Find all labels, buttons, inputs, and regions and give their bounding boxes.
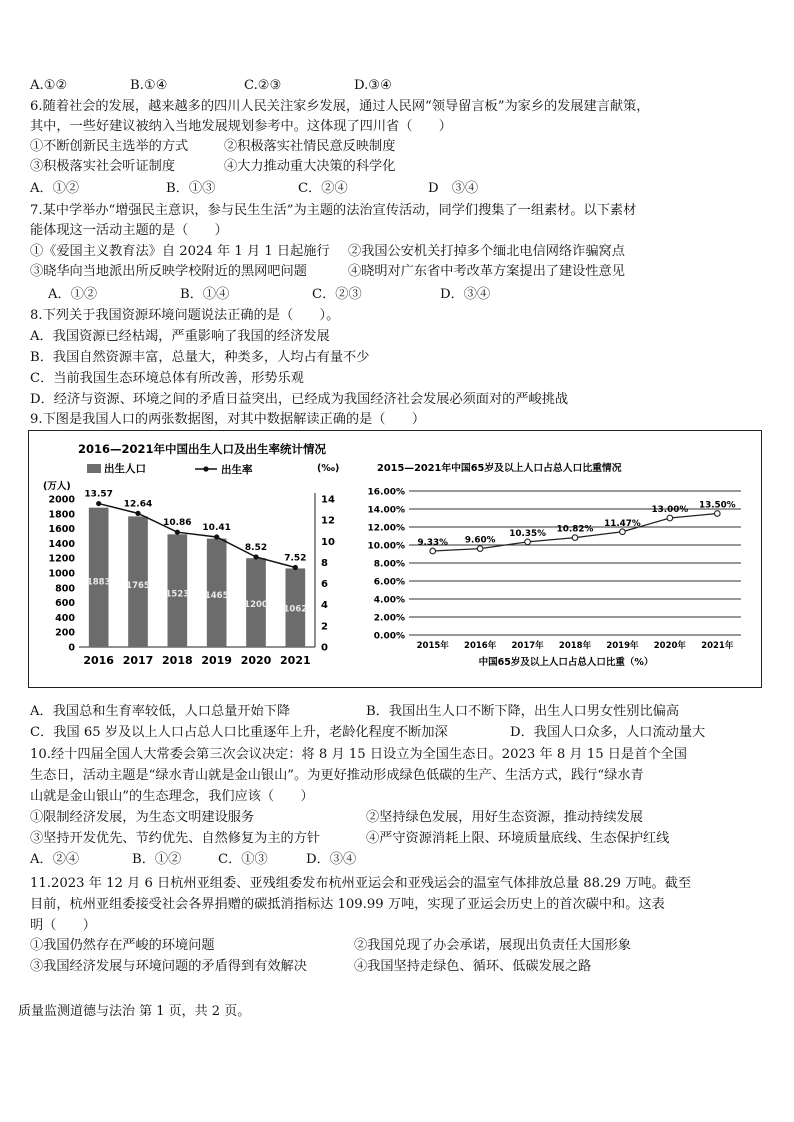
birth-chart-year-label: 2017 <box>122 654 154 667</box>
birth-bar-value: 1765 <box>126 581 150 592</box>
q6-stem-line1: 6.随着社会的发展，越来越多的四川人民关注家乡发展，通过人民网“领导留言板”为家乡的发展建言献策， <box>30 99 650 114</box>
birth-chart-right-tick: 6 <box>321 579 328 591</box>
birth-chart-year-label: 2020 <box>240 654 272 667</box>
aging-chart-y-tick: 4.00% <box>373 595 405 606</box>
q10-stem-line1: 10.经十四届全国人大常委会第三次会议决定：将 8 月 15 日设立为全国生态日。2023 年 8 月 15 日是首个全国 <box>30 747 687 762</box>
q10-option-d: D．③④ <box>306 852 357 867</box>
aging-chart-x-label: 2017年 <box>511 641 544 651</box>
birth-chart-left-tick: 1200 <box>48 553 75 565</box>
birth-rate-label: 10.86 <box>163 518 192 529</box>
birth-chart <box>37 431 367 685</box>
q11-item-1: ①我国仍然存在严峻的环境问题 <box>30 938 215 953</box>
birth-chart-right-tick: 2 <box>321 621 328 633</box>
q5-option-b: B.①④ <box>130 78 168 93</box>
q6-item-3: ③积极落实社会听证制度 <box>30 159 176 174</box>
q7-option-a: A．①② <box>48 287 98 302</box>
aging-chart-y-tick: 6.00% <box>373 577 405 588</box>
birth-chart-left-unit: (万人) <box>43 481 71 492</box>
aging-share-label: 11.47% <box>604 518 641 529</box>
q11-stem-line2: 目前，杭州亚组委接受社会各界捐赠的碳抵消指标达 109.99 万吨，实现了亚运会历史上的首次碳中和。这表 <box>30 897 665 912</box>
q9-option-c: C．我国 65 岁及以上人口占总人口比重逐年上升，老龄化程度不断加深 <box>30 725 448 740</box>
q6-stem-line2: 其中，一些好建议被纳入当地发展规划参考中。这体现了四川省（ ） <box>30 119 452 134</box>
birth-rate-point <box>96 501 101 506</box>
birth-rate-label: 8.52 <box>244 542 268 553</box>
aging-chart <box>361 431 761 685</box>
birth-chart-left-tick: 1000 <box>48 568 75 580</box>
aging-share-label: 9.60% <box>464 535 496 546</box>
birth-rate-point <box>253 554 258 559</box>
q7-item-3: ③晓华向当地派出所反映学校附近的黑网吧问题 <box>30 264 307 279</box>
q11-item-2: ②我国兑现了办会承诺，展现出负责任大国形象 <box>354 938 631 953</box>
birth-rate-point <box>293 565 298 570</box>
q8-stem: 8.下列关于我国资源环境问题说法正确的是（ ）。 <box>30 308 340 323</box>
aging-share-point <box>525 539 531 545</box>
aging-chart-y-tick: 12.00% <box>367 523 405 534</box>
q7-option-b: B．①④ <box>180 287 230 302</box>
q5-option-a: A.①② <box>30 78 68 93</box>
q5-option-c: C.②③ <box>244 78 282 93</box>
birth-rate-label: 12.64 <box>123 499 153 510</box>
birth-rate-point <box>214 534 219 539</box>
legend-bar-label: 出生人口 <box>104 463 146 475</box>
q11-item-3: ③我国经济发展与环境问题的矛盾得到有效解决 <box>30 959 307 974</box>
aging-chart-xlabel: 中国65岁及以上人口占总人口比重（%） <box>478 657 654 668</box>
q8-option-a: A．我国资源已经枯竭，严重影响了我国的经济发展 <box>30 329 330 344</box>
birth-chart-left-tick: 600 <box>55 598 75 610</box>
legend-line-marker <box>203 466 208 471</box>
birth-chart-right-tick: 4 <box>321 600 328 612</box>
aging-chart-x-label: 2018年 <box>558 641 592 651</box>
birth-bar-value: 1523 <box>165 589 190 600</box>
aging-share-point <box>430 548 436 554</box>
q7-item-2: ②我国公安机关打掉多个缅北电信网络诈骗窝点 <box>348 244 625 259</box>
birth-chart-left-tick: 2000 <box>48 494 75 506</box>
q10-item-4: ④严守资源消耗上限、环境质量底线、生态保护红线 <box>366 831 670 846</box>
q10-option-a: A．②④ <box>30 852 80 867</box>
q11-item-4: ④我国坚持走绿色、循环、低碳发展之路 <box>354 959 592 974</box>
birth-chart-left-tick: 400 <box>55 612 75 624</box>
aging-chart-x-label: 2016年 <box>464 641 497 651</box>
q9-option-b: B．我国出生人口不断下降，出生人口男女性别比偏高 <box>366 704 680 719</box>
q10-stem-line3: 山就是金山银山”的生态理念，我们应该（ ） <box>30 789 314 804</box>
birth-chart-title: 2016—2021年中国出生人口及出生率统计情况 <box>77 442 327 456</box>
q8-option-c: C．当前我国生态环境总体有所改善，形势乐观 <box>30 371 304 386</box>
birth-chart-left-tick: 200 <box>55 627 75 639</box>
q10-item-1: ①限制经济发展，为生态文明建设服务 <box>30 810 255 825</box>
birth-chart-right-tick: 10 <box>321 536 335 548</box>
aging-share-label: 9.33% <box>417 538 448 549</box>
q9-chart-frame <box>28 430 762 688</box>
q11-stem-line3: 明（ ） <box>30 918 96 933</box>
aging-share-point <box>572 535 578 541</box>
aging-share-point <box>714 511 720 517</box>
birth-chart-right-tick: 0 <box>321 642 328 654</box>
page-footer: 质量监测道德与法治 第 1 页，共 2 页。 <box>18 1004 251 1019</box>
q7-item-4: ④晓明对广东省中考改革方案提出了建设性意见 <box>348 264 625 279</box>
aging-chart-y-tick: 2.00% <box>373 613 405 624</box>
q10-item-3: ③坚持开发优先、节约优先、自然修复为主的方针 <box>30 831 321 846</box>
q7-item-1: ①《爱国主义教育法》自 2024 年 1 月 1 日起施行 <box>30 244 330 259</box>
q6-item-2: ②积极落实社情民意反映制度 <box>224 139 396 154</box>
aging-chart-x-label: 2019年 <box>606 641 639 651</box>
q7-option-d: D．③④ <box>440 287 491 302</box>
aging-share-point <box>667 515 673 521</box>
birth-chart-right-tick: 14 <box>321 494 335 506</box>
birth-rate-label: 7.52 <box>284 553 307 564</box>
aging-chart-y-tick: 8.00% <box>373 559 405 570</box>
birth-rate-label: 10.41 <box>202 522 231 533</box>
birth-chart-year-label: 2016 <box>83 654 114 667</box>
aging-chart-y-tick: 14.00% <box>367 505 405 516</box>
q10-item-2: ②坚持绿色发展，用好生态资源，推动持续发展 <box>366 810 643 825</box>
birth-chart-year-label: 2019 <box>201 654 232 667</box>
birth-rate-label: 13.57 <box>84 489 113 500</box>
q6-item-4: ④大力推动重大决策的科学化 <box>224 159 396 174</box>
aging-share-point <box>620 529 626 535</box>
q7-stem-line1: 7.某中学举办“增强民主意识，参与民生生活”为主题的法治宣传活动，同学们搜集了一组素材。以下素材 <box>30 203 637 218</box>
q5-option-d: D.③④ <box>354 78 392 93</box>
birth-chart-left-tick: 0 <box>68 642 75 654</box>
q10-stem-line2: 生态日，活动主题是“绿水青山就是金山银山”。为更好推动形成绿色低碳的生产、生活方式，践行“绿水青 <box>30 768 644 783</box>
birth-chart-year-label: 2021 <box>280 654 311 667</box>
birth-chart-left-tick: 800 <box>55 583 75 595</box>
aging-chart-y-tick: 0.00% <box>373 631 405 642</box>
aging-share-label: 10.35% <box>509 528 546 539</box>
birth-bar-value: 1200 <box>244 600 268 611</box>
legend-line-label: 出生率 <box>221 464 253 476</box>
birth-chart-left-tick: 1400 <box>48 538 75 550</box>
q9-option-d: D．我国人口众多，人口流动量大 <box>510 725 706 740</box>
birth-chart-right-tick: 8 <box>321 557 328 569</box>
aging-share-label: 10.82% <box>556 524 594 535</box>
q6-option-c: C．②④ <box>298 181 348 196</box>
birth-rate-point <box>175 530 180 535</box>
q6-option-d: D ③④ <box>428 181 479 196</box>
aging-chart-title: 2015—2021年中国65岁及以上人口占总人口比重情况 <box>377 463 622 474</box>
aging-share-label: 13.50% <box>698 500 736 511</box>
aging-chart-y-tick: 10.00% <box>367 541 405 552</box>
birth-chart-year-label: 2018 <box>162 654 193 667</box>
q7-option-c: C．②③ <box>312 287 362 302</box>
q10-option-c: C．①③ <box>218 852 268 867</box>
birth-rate-point <box>135 511 140 516</box>
q6-option-a: A．①② <box>30 181 80 196</box>
q9-stem: 9.下图是我国人口的两张数据图，对其中数据解读正确的是（ ） <box>30 412 426 427</box>
q10-option-b: B．①② <box>132 852 182 867</box>
aging-share-label: 13.00% <box>651 505 689 515</box>
q8-option-b: B．我国自然资源丰富，总量大，种类多，人均占有量不少 <box>30 350 370 365</box>
birth-bar-value: 1465 <box>204 591 229 602</box>
aging-chart-x-label: 2021年 <box>701 641 734 651</box>
q6-option-b: B．①③ <box>166 181 216 196</box>
aging-share-point <box>477 546 483 552</box>
q8-option-d: D．经济与资源、环境之间的矛盾日益突出，已经成为我国经济社会发展必须面对的严峻挑战 <box>30 392 569 407</box>
birth-bar-value: 1883 <box>86 577 111 588</box>
birth-chart-left-tick: 1800 <box>48 509 75 521</box>
birth-chart-right-tick: 12 <box>321 515 335 527</box>
aging-chart-x-label: 2015年 <box>416 641 449 651</box>
q11-stem-line1: 11.2023 年 12 月 6 日杭州亚组委、亚残组委发布杭州亚运会和亚残运会的温室气体排放总量 88.29 万吨。截至 <box>30 876 692 891</box>
birth-bar-value: 1062 <box>283 604 308 615</box>
q9-option-a: A．我国总和生育率较低，人口总量开始下降 <box>30 704 291 719</box>
q6-item-1: ①不断创新民主选举的方式 <box>30 139 189 154</box>
aging-chart-x-label: 2020年 <box>653 641 686 651</box>
aging-chart-y-tick: 16.00% <box>367 487 405 498</box>
birth-chart-left-tick: 1600 <box>48 524 75 536</box>
q7-stem-line2: 能体现这一活动主题的是（ ） <box>30 223 228 238</box>
birth-chart-right-unit: (‰) <box>317 463 340 474</box>
legend-bar-swatch <box>87 464 101 473</box>
